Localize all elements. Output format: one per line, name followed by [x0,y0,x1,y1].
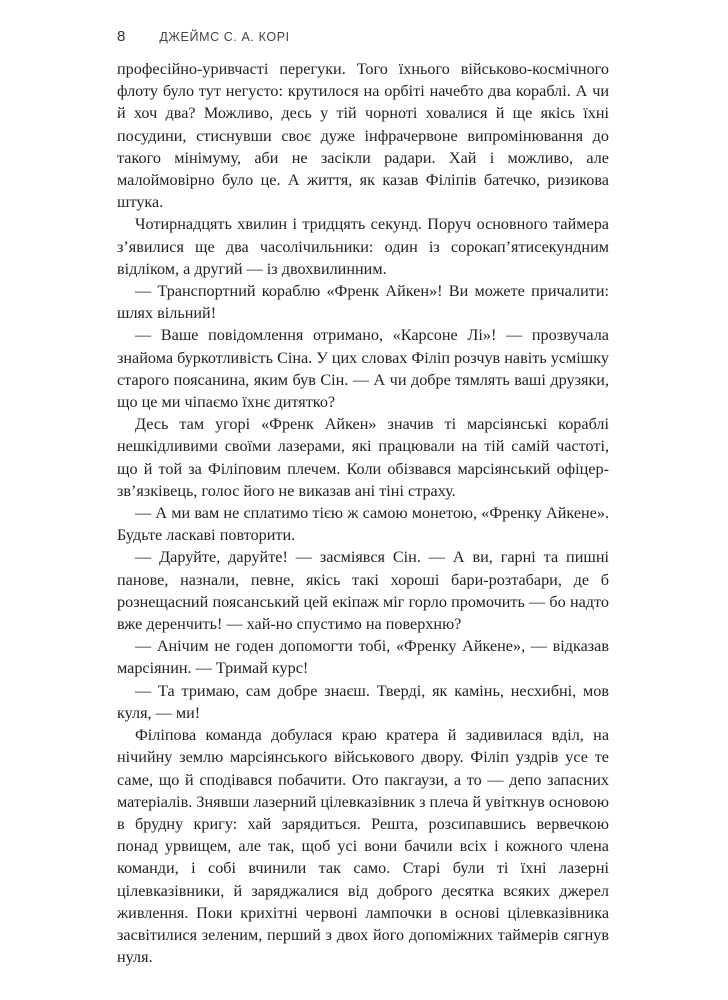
paragraph: — Транспортний кораблю «Френк Айкен»! Ви можете причалити: шлях вільний! [117,282,609,323]
running-head-author: ДЖЕЙМС С. А. КОРІ [159,30,290,44]
paragraph: — А ми вам не сплатимо тією ж самою монетою, «Френку Айкене». Будьте ласкаві повторити. [117,504,609,545]
paragraph: Філіпова команда добулася краю кратера й задивилася вділ, на нічийну землю марсіянського військового двору. Філіп уздрів усе те саме, що й сподівався побачити. Ото пакгаузи, а то — депо запасних матеріалів. Знявши лазерний цілевказівник з плеча й увіткнув основою в брудну кригу: хай зарядиться. Решта, розсипавшись вервечкою понад урвищем, але так, щоб усі вони бачили всіх і кожного члена команди, і собі вчинили так само. Старі були ті їхні лазерні цілевказівники, й заряджалися від доброго десятка всяких джерел живлення. Поки крихітні червоні лампочки в основі цілевказівника засвітилися зеленим, перший з двох його допоміжних таймерів сягнув нуля. [117,726,609,967]
body-text [117,58,609,968]
paragraph: Чотирнадцять хвилин і тридцять секунд. Поруч основного таймера з’явилися ще два часолічильники: один із сорокап’ятисекундним відліком, а другий — із двохвилинним. [117,215,609,278]
paragraph: — Анічим не годен допомогти тобі, «Френку Айкене», — відказав марсіянин. — Тримай курс! [117,637,609,678]
page-number: 8 [117,28,126,45]
paragraph: — Та тримаю, сам добре знаєш. Тверді, як камінь, несхибні, мов куля, — ми! [117,681,609,722]
paragraph: — Даруйте, даруйте! — засміявся Сін. — А ви, гарні та пишні панове, назнали, певне, якісь такі хороші бари-розтабари, де б рознещасний поясанський цей екіпаж міг горло промочить — бо надто вже деренчить! — хай-но спустимо на поверхню? [117,548,609,634]
running-header [117,28,618,50]
paragraph: Десь там угорі «Френк Айкен» значив ті марсіянські кораблі нешкідливими своїми лазерами, які працювали на тій самій частоті, що й той за Філіповим плечем. Коли обізвався марсіянський офіцер-зв’язківець, голос його не виказав ані тіні страху. [117,415,609,500]
paragraph: — Ваше повідомлення отримано, «Карсоне Лі»! — прозвучала знайома буркотливість Сіна. У цих словах Філіп розчув навіть усмішку старого поясанина, яким був Сін. — А чи добре тямлять ваші друзяки, що це ми чіпаємо їхнє дитятко? [117,326,609,412]
paragraph: професійно-уривчасті перегуки. Того їхнього військово-космічного флоту було тут негусто: крутилося на орбіті начебто два кораблі. А чи й хоч два? Можливо, десь у тій чорноті ховалися й ще якісь їхні посудини, стиснувши своє дуже інфрачервоне випромінювання до такого мінімуму, аби не засікли радари. Хай і можливо, але малоймовірно було це. А життя, як казав Філіпів батечко, ризикова штука. [117,60,609,212]
